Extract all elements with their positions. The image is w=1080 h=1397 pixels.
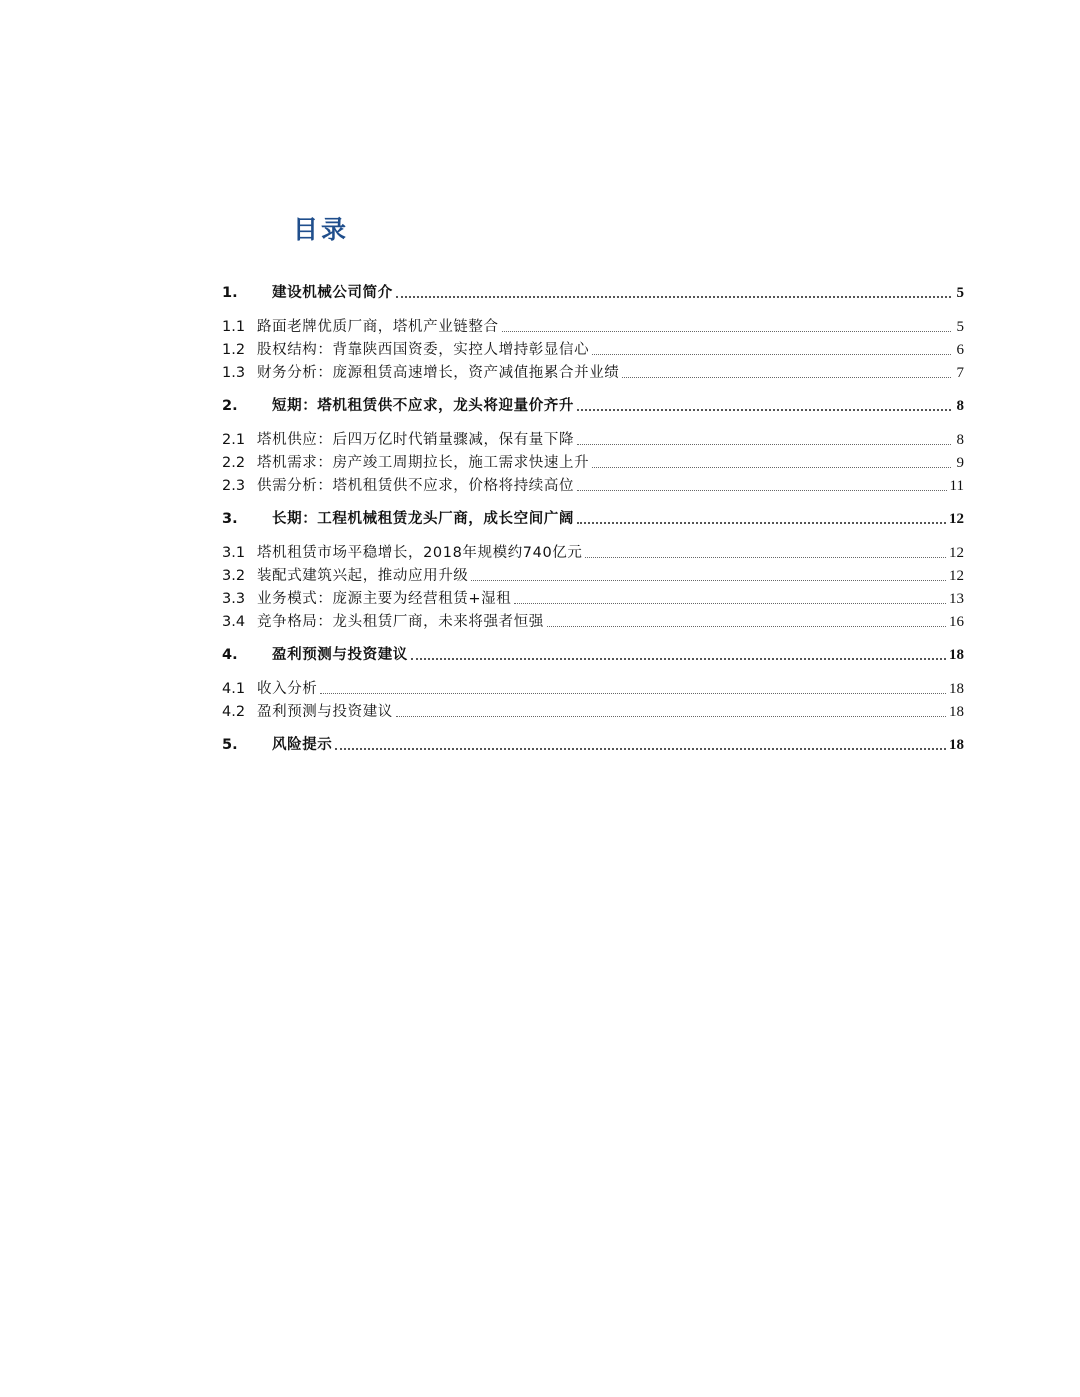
toc-entry[interactable] bbox=[222, 506, 964, 528]
toc-entry-number: 3. bbox=[222, 511, 238, 527]
toc-leader-dots bbox=[411, 658, 946, 660]
toc-entry-label: 业务模式：庞源主要为经营租赁+湿租 bbox=[257, 591, 512, 607]
toc-leader-dots bbox=[585, 557, 946, 558]
toc-entry[interactable] bbox=[222, 642, 964, 664]
toc-leader-dots bbox=[577, 444, 951, 445]
toc-leader-dots bbox=[396, 296, 951, 298]
toc-entry[interactable] bbox=[222, 586, 964, 608]
toc-entry-number: 3.2 bbox=[222, 568, 246, 584]
toc-entry[interactable] bbox=[222, 360, 964, 382]
toc-entry[interactable] bbox=[222, 393, 964, 415]
toc-entry[interactable] bbox=[222, 427, 964, 449]
toc-entry[interactable] bbox=[222, 609, 964, 631]
toc-entry[interactable] bbox=[222, 450, 964, 472]
toc-leader-dots bbox=[547, 626, 946, 627]
toc-entry-label: 盈利预测与投资建议 bbox=[272, 647, 408, 663]
toc-entry-number: 3.1 bbox=[222, 545, 246, 561]
toc-entry[interactable] bbox=[222, 280, 964, 302]
toc-entry-number: 2.1 bbox=[222, 432, 246, 448]
toc-entry-label: 盈利预测与投资建议 bbox=[257, 704, 393, 720]
toc-entry-label: 塔机租赁市场平稳增长，2018年规模约740亿元 bbox=[257, 545, 583, 561]
toc-entry-page: 5 bbox=[956, 285, 964, 301]
toc-leader-dots bbox=[577, 490, 946, 491]
toc-leader-dots bbox=[396, 716, 946, 717]
toc-entry-page: 8 bbox=[956, 432, 964, 448]
toc-entry-label: 塔机需求：房产竣工周期拉长，施工需求快速上升 bbox=[257, 455, 590, 471]
toc-entry-page: 18 bbox=[949, 737, 964, 753]
toc-entry-number: 3.3 bbox=[222, 591, 246, 607]
toc-entry-label: 收入分析 bbox=[257, 681, 318, 697]
toc-entry-label: 塔机供应：后四万亿时代销量骤减，保有量下降 bbox=[257, 432, 575, 448]
toc-leader-dots bbox=[471, 580, 946, 581]
toc-leader-dots bbox=[592, 467, 951, 468]
toc-entry-page: 12 bbox=[949, 545, 964, 561]
toc-leader-dots bbox=[320, 693, 946, 694]
toc-entry-number: 2.2 bbox=[222, 455, 246, 471]
toc-entry[interactable] bbox=[222, 337, 964, 359]
toc-entry[interactable] bbox=[222, 563, 964, 585]
toc-entry[interactable] bbox=[222, 314, 964, 336]
toc-entry-page: 11 bbox=[949, 478, 964, 494]
toc-entry-label: 建设机械公司简介 bbox=[272, 285, 393, 301]
toc-entry-label: 供需分析：塔机租赁供不应求，价格将持续高位 bbox=[257, 478, 575, 494]
toc-entry-label: 风险提示 bbox=[272, 737, 333, 753]
toc-entry-page: 18 bbox=[949, 704, 964, 720]
toc-entry-number: 1. bbox=[222, 285, 238, 301]
toc-entry-page: 12 bbox=[949, 568, 964, 584]
toc-entry-number: 4.2 bbox=[222, 704, 246, 720]
toc-leader-dots bbox=[592, 354, 951, 355]
toc-entry-page: 7 bbox=[956, 365, 964, 381]
toc-entry-page: 6 bbox=[956, 342, 964, 358]
toc-title: 目录 bbox=[293, 215, 350, 244]
toc-leader-dots bbox=[577, 409, 951, 411]
toc-entry-page: 5 bbox=[956, 319, 964, 335]
toc-entry[interactable] bbox=[222, 676, 964, 698]
toc-entry-page: 9 bbox=[956, 455, 964, 471]
toc-entry-label: 财务分析：庞源租赁高速增长，资产减值拖累合并业绩 bbox=[257, 365, 620, 381]
toc-entry-page: 12 bbox=[949, 511, 964, 527]
toc-entry[interactable] bbox=[222, 732, 964, 754]
toc-entry-number: 4. bbox=[222, 647, 238, 663]
toc-leader-dots bbox=[335, 748, 946, 750]
toc-entry-page: 8 bbox=[956, 398, 964, 414]
toc-entry-number: 1.2 bbox=[222, 342, 246, 358]
toc-entry[interactable] bbox=[222, 540, 964, 562]
toc-entry-page: 18 bbox=[949, 681, 964, 697]
toc-entry-page: 18 bbox=[949, 647, 964, 663]
toc-entry[interactable] bbox=[222, 473, 964, 495]
toc-entry-label: 装配式建筑兴起，推动应用升级 bbox=[257, 568, 469, 584]
toc-entry-number: 5. bbox=[222, 737, 238, 753]
toc-leader-dots bbox=[622, 377, 951, 378]
toc-entry-number: 4.1 bbox=[222, 681, 246, 697]
toc-leader-dots bbox=[502, 331, 951, 332]
toc-entry-page: 16 bbox=[949, 614, 964, 630]
toc-entry[interactable] bbox=[222, 699, 964, 721]
toc-entry-number: 2. bbox=[222, 398, 238, 414]
toc-leader-dots bbox=[514, 603, 946, 604]
toc-entry-number: 1.3 bbox=[222, 365, 246, 381]
toc-entry-label: 短期：塔机租赁供不应求，龙头将迎量价齐升 bbox=[272, 398, 574, 414]
toc-entry-number: 2.3 bbox=[222, 478, 246, 494]
toc-entry-label: 竞争格局：龙头租赁厂商，未来将强者恒强 bbox=[257, 614, 544, 630]
toc-entry-label: 股权结构：背靠陕西国资委，实控人增持彰显信心 bbox=[257, 342, 590, 358]
toc-leader-dots bbox=[577, 522, 946, 524]
toc-entry-page: 13 bbox=[949, 591, 964, 607]
toc-entry-label: 路面老牌优质厂商，塔机产业链整合 bbox=[257, 319, 499, 335]
toc-entry-number: 1.1 bbox=[222, 319, 246, 335]
toc-entry-number: 3.4 bbox=[222, 614, 246, 630]
toc-entry-label: 长期：工程机械租赁龙头厂商，成长空间广阔 bbox=[272, 511, 574, 527]
